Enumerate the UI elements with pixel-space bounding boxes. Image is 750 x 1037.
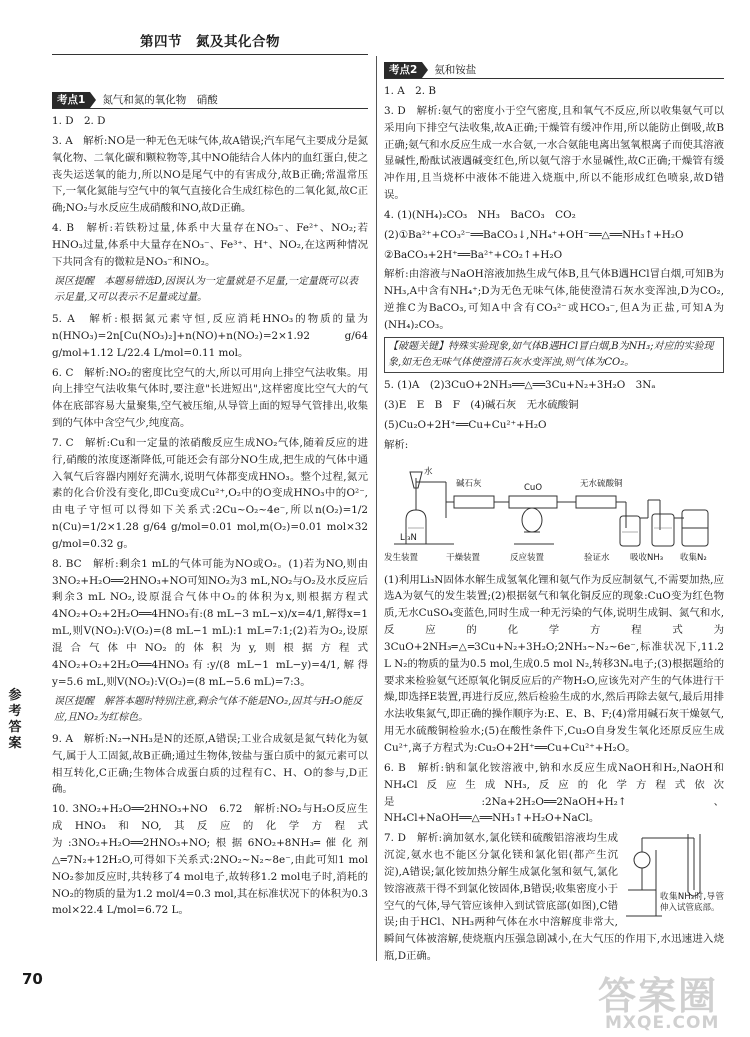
collection-figure: [622, 830, 724, 930]
answer-b5-2: (3)E E B F (4)碱石灰 无水硫酸铜: [384, 399, 579, 412]
label-collect-n2: 收集N₂: [680, 552, 707, 563]
label-cuo: CuO: [524, 482, 543, 493]
label-water: 水: [424, 466, 433, 477]
column-divider: [376, 56, 377, 961]
topic-1-title: 氮气和氮的氧化物 硝酸: [102, 93, 218, 106]
label-cuso4: 无水硫酸铜: [580, 478, 623, 489]
figure-caption: 收集NH₃时,导管伸入试管底部。: [660, 892, 724, 914]
answer-9: 9. A 解析:N₂→NH₃是N的还原,A错误;工业合成氨是氮气转化为氨气,属于人工固氮,故B正确;通过生物体,铵盐与蛋白质中的氮元素可以相互转化,C正确;生物体合成蛋白质的过程有C、H、O的参与,D正确。: [52, 732, 368, 796]
answer-b4-2: (2)①Ba²⁺+CO₃²⁻══BaCO₃↓,NH₄⁺+OH⁻══△══NH₃↑+H₂O: [384, 228, 684, 241]
label-dryer: 干燥装置: [446, 552, 481, 563]
right-column: [384, 58, 724, 968]
label-soda-lime: 碱石灰: [456, 478, 482, 489]
answer-7: 7. C 解析:Cu和一定量的浓硝酸反应生成NO₂气体,随着反应的进行,硝酸的浓度逐渐降低,可能还会有部分NO生成,把生成的气体中通入氧气后容器内刚好充满水,说明气体都变成HNO₃。整个过程,氮元素的化合价没有变化,即Cu变成Cu²⁺,O₂中的O变成HNO₃中的O²⁻,由电子守恒可以得如下关系式:2Cu~O₂~4e⁻,所以n(O₂)=1/2 n(Cu)=1/2×1.28 g/64 g/mol=0.01 mol,m(O₂)=0.01 mol×32 g/mol=0.32 g。: [52, 436, 368, 550]
label-verify-water: 验证水: [584, 552, 610, 563]
topic-2-tag: 考点2: [384, 62, 422, 78]
answer-6: 6. C 解析:NO₂的密度比空气的大,所以可用向上排空气法收集。用向上排空气法收集气体时,要注意"长进短出",这样密度比空气大的气体在底部容易大量聚集,空气被压缩,从导管上面的短导气管排出,收集到的气体中含空气少,纯度高。: [52, 366, 368, 430]
answer-8: 8. BC 解析:剩余1 mL的气体可能为NO或O₂。(1)若为NO,则由3NO₂+H₂O══2HNO₃+NO可知NO₂为3 mL,NO₂与O₂及水反应后剩余3 mL NO₂,设原混合气体中O₂的体积为x,则根据方程式4NO₂+O₂+2H₂O══4HNO₃有:(8 mL−3 mL−x)/x=4/1,解得x=1 mL,则V(NO₂):V(O₂)=(8 mL−1 mL):1 mL=7:1;(2)若为O₂,设原混合气体中NO₂的体积为y,则根据方程式4NO₂+O₂+2H₂O══4HNO₃有:y/(8 mL−1 mL−y)=4/1,解得y=5.6 mL,则V(NO₂):V(O₂)=(8 mL−5.6 mL)=7:3。: [52, 557, 368, 688]
topic-2-header: [384, 62, 724, 79]
label-reactor: 反应装置: [510, 552, 545, 563]
answer-b1-2: 1. A 2. B: [384, 85, 436, 97]
collection-drawing: [622, 830, 724, 930]
answer-b4-3: ②BaCO₃+2H⁺══Ba²⁺+CO₂↑+H₂O: [384, 248, 563, 261]
answer-3: 3. A 解析:NO是一种无色无味气体,故A错误;汽车尾气主要成分是氮氧化物、二氧化碳和颗粒物等,其中NO能结合人体内的血红蛋白,使之丧失运送氧的能力,所以NO是尾气中的有害成分,故B正确;常温常压下,一氧化氮能与空气中的氧气直接化合生成红棕色的二氧化氮,故C正确;NO₂与水反应生成硝酸和NO,故D正确。: [52, 134, 368, 215]
answer-b5-analysis: (1)利用Li₃N固体水解生成氢氧化锂和氨气作为反应制氨气,不需要加热,应选A为氨气的发生装置;(2)根据氨气和氧化铜反应的现象:CuO变为红色物质,无水CuSO₄变蓝色,同时生成一种无污染的气体,说明生成铜、氮气和水,反应的化学方程式为3CuO+2NH₃═△═3Cu+N₂+3H₂O;2NH₃~N₂~6e⁻,标准状况下,11.2 L N₂的物质的量为0.5 mol,生成0.5 mol N₂,转移3Nₐ电子;(3)根据题给的要求来检验氨气还原氧化铜反应后的产物H₂O,应该先对产生的气体进行干燥,即选择E装置,再进行反应,然后检验生成的水,然后再除去氨气,最后用排水法收集氮气,即正确的操作顺序为:E、E、B、F;(4)常用碱石灰干燥氨气,用无水硫酸铜检验水;(5)在酸性条件下,Cu₂O自身发生氧化还原反应生成Cu²⁺,离子方程式为:Cu₂O+2H⁺══Cu+Cu²⁺+H₂O。: [384, 573, 724, 754]
topic-2-title: 氨和铵盐: [434, 63, 477, 76]
answer-b3: 3. D 解析:氨气的密度小于空气密度,且和氧气不反应,所以收集氨气可以采用向下排空气法收集,故A正确;干燥管有缓冲作用,所以能防止倒吸,故B正确;氨气和水反应生成一水合氨,一水合氨能电离出氢氧根离子而使其溶液显碱性,酚酞试液遇碱变红色,所以氨气溶于水显碱性,故C正确;干燥管有缓冲作用,且当烧杯中液体不能进入烧瓶中,所以不能形成红色喷泉,故D错误。: [384, 104, 724, 202]
page-number: 70: [22, 970, 43, 988]
topic-1-header: [52, 92, 368, 109]
apparatus-diagram: [384, 458, 724, 568]
tip-mistake-1: 误区提醒 本题易错选D,因误认为一定量就是不足量,一定量既可以表示足量,又可以表示不足量或过量。: [54, 275, 359, 303]
apparatus-drawing: [384, 458, 724, 568]
answer-b4-1: 4. (1)(NH₄)₂CO₃ NH₃ BaCO₃ CO₂: [384, 208, 576, 221]
key-point-box: 【破题关键】特殊实验现象,如气体B遇HCl冒白烟,B为NH₃;对应的实验现象,如无色无味气体使澄清石灰水变浑浊,则气体为CO₂。: [384, 337, 724, 373]
answer-b7-wrap: [384, 830, 724, 965]
section-title: 第四节 氮及其化合物: [52, 32, 368, 54]
answer-1-2: 1. D 2. D: [52, 115, 106, 127]
answer-b5-analysis-label: 解析:: [384, 438, 409, 451]
answer-b5-1: 5. (1)A (2)3CuO+2NH₃══△══3Cu+N₂+3H₂O 3Nₐ: [384, 379, 656, 392]
side-label: 参考答案: [8, 688, 22, 751]
answer-10: 10. 3NO₂+H₂O══2HNO₃+NO 6.72 解析:NO₂与H₂O反应生成HNO₃和NO,其反应的化学方程式为:3NO₂+H₂O══2HNO₃+NO;根据6NO₂+8NH₃═催化剂△═7N₂+12H₂O,可得如下关系式:2NO₂~N₂~8e⁻,由此可知1 mol NO₂参加反应时,共转移了4 mol电子,故转移1.2 mol电子时,消耗的NO₂的物质的量为1.2 mol/4=0.3 mol,其在标准状况下的体积为0.3 mol×22.4 L/mol=6.72 L。: [52, 803, 368, 917]
answer-5: 5. A 解析:根据氮元素守恒,反应消耗HNO₃的物质的量为n(HNO₃)=2n[Cu(NO₃)₂]+n(NO)+n(NO₂)=2×1.92 g/64 g/mol+1.12 L/22.4 L/mol=0.11 mol。: [52, 312, 368, 359]
label-generator: 发生装置: [384, 552, 419, 563]
left-column: [52, 88, 368, 922]
watermark-url: MXQE.COM: [605, 1013, 720, 1033]
topic-1-tag: 考点1: [52, 92, 90, 108]
answer-b4-analysis: 解析:由溶液与NaOH溶液加热生成气体B,且气体B遇HCl冒白烟,可知B为NH₃,A中含有NH₄⁺;D为无色无味气体,能使澄清石灰水变浑浊,D为CO₂,逆推C为BaCO₃,可知A中含有CO₃²⁻或HCO₃⁻,但A为正盐,可知A为(NH₄)₂CO₃。: [384, 268, 724, 331]
label-absorb-nh3: 吸收NH₃: [630, 552, 664, 563]
tip-mistake-2: 误区提醒 解答本题时特别注意,剩余气体不能是NO₂,因其与H₂O能反应,且NO₂为红棕色。: [54, 695, 363, 723]
answer-b6: 6. B 解析:钠和氯化铵溶液中,钠和水反应生成NaOH和H₂,NaOH和NH₄Cl反应生成NH₃,反应的化学方程式依次是:2Na+2H₂O══2NaOH+H₂↑、NH₄Cl+NaOH══△══NH₃↑+H₂O+NaCl。: [384, 761, 724, 825]
label-li3n: Li₃N: [400, 532, 417, 543]
answer-4: 4. B 解析:若铁粉过量,体系中大量存在NO₃⁻、Fe²⁺、NO₂;若HNO₃过量,体系中大量存在NO₃⁻、Fe³⁺、H⁺、NO₂,在这两种情况下共同含有的微粒是NO₃⁻和NO₂。: [52, 222, 368, 268]
watermark-logo: 答案圈: [598, 974, 719, 1018]
answer-b5-3: (5)Cu₂O+2H⁺══Cu+Cu²⁺+H₂O: [384, 418, 547, 431]
answer-b7: 7. D 解析:滴加氨水,氯化镁和硫酸铝溶液均生成沉淀,氨水也不能区分氯化镁和氯化铝(都产生沉淀),A错误;氯化铵加热分解生成氯化氢和氨气,氯化铵溶液蒸干得不到氯化铵固体,B错误;收集密度小于空气的气体,导气管应该伸入到试管底部(如图),C错误;由于HCl、NH₃两种气体在水中溶解度非常大,瞬间气体被溶解,使烧瓶内压强急剧减小,在大气压的作用下,水迅速进入烧瓶,D正确。: [384, 832, 724, 963]
